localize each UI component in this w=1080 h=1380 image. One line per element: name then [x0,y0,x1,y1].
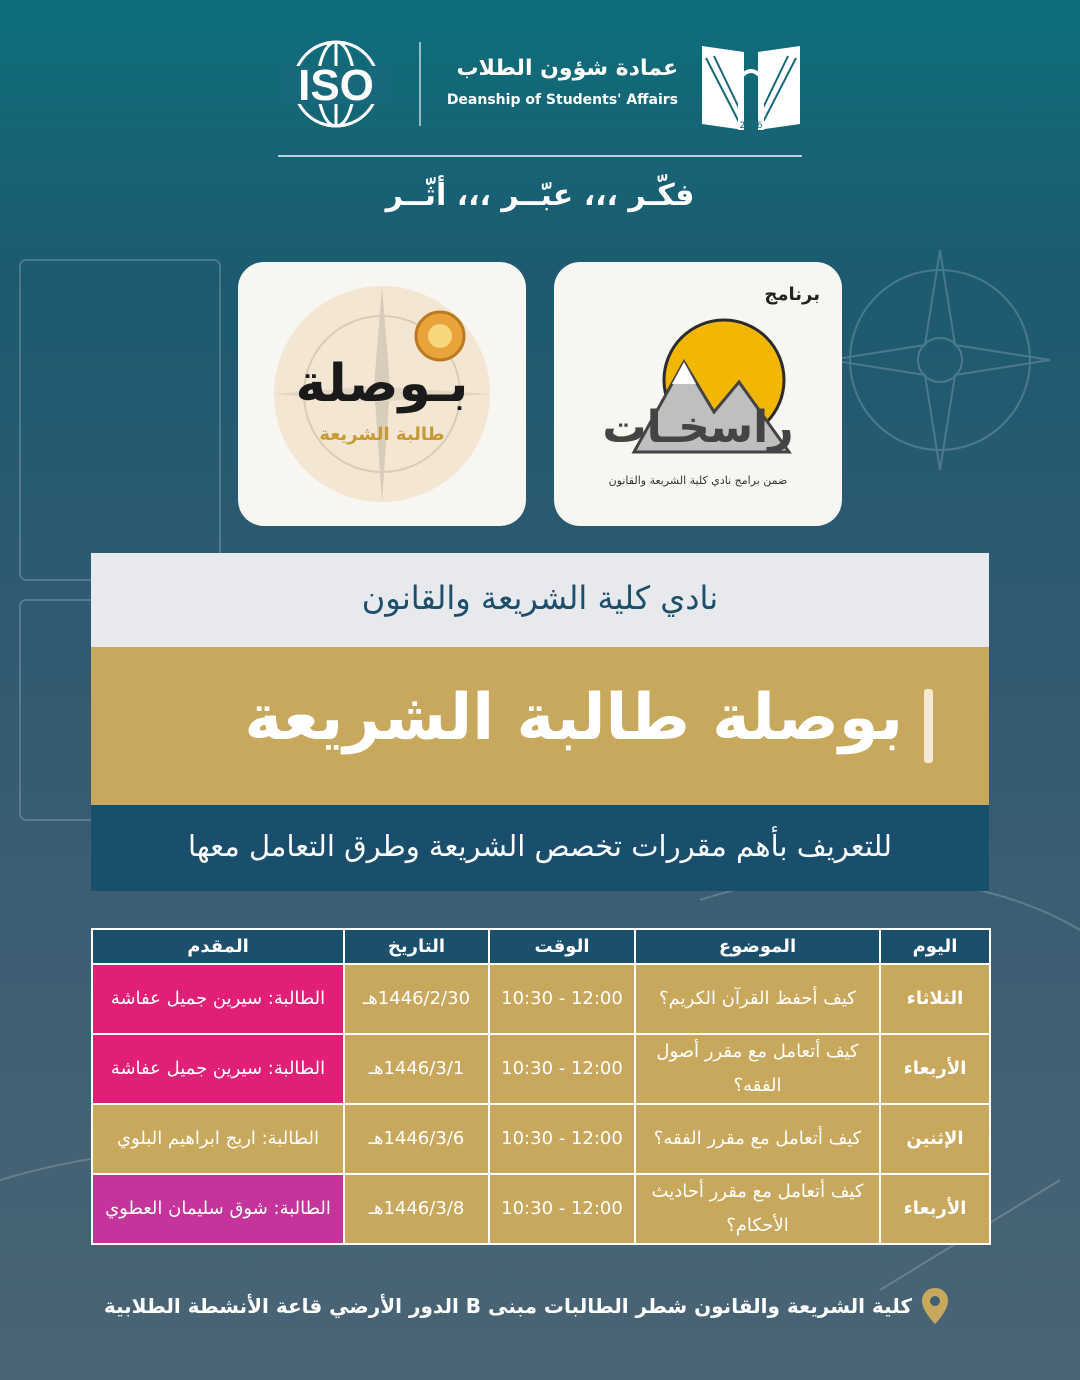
slogan: فكّـر ،،، عبّــر ،،، أثّــر [385,178,695,213]
cell-day: الأربعاء [880,1034,990,1104]
cell-time: 10:30 - 12:00 [489,1174,635,1244]
compass-logo-subtitle: طالبة الشريعة [319,424,445,445]
schedule-table [91,928,991,1245]
compass-logo-title: بـوصلة [295,354,469,414]
cell-presenter: الطالبة: سيرين جميل عفاشة [92,964,344,1034]
table-row [92,964,990,1034]
iso-text: ISO [298,61,374,110]
cell-topic: كيف أحفظ القرآن الكريم؟ [635,964,880,1034]
cell-day: الثلاثاء [880,964,990,1034]
cell-date: 1446/3/1هـ [344,1034,489,1104]
header-presenter: المقدم [92,929,344,964]
cell-day: الإثنين [880,1104,990,1174]
club-banner [91,553,989,647]
club-name: نادي كلية الشريعة والقانون [361,579,719,617]
university-logo [700,38,802,132]
location-text: كلية الشريعة والقانون شطر الطالبات مبنى B الدور الأرضي قاعة الأنشطة الطلابية [103,1294,912,1318]
deanship-arabic: عمادة شؤون الطلاب [456,56,678,81]
header-day: اليوم [880,929,990,964]
table-row [92,1104,990,1174]
header-topic: الموضوع [635,929,880,964]
cell-presenter: الطالبة: اريج ابراهيم البلوي [92,1104,344,1174]
rasikhat-logo-card [554,262,842,526]
event-description: للتعريف بأهم مقررات تخصص الشريعة وطرق التعامل معها [188,829,892,863]
header-divider [419,42,421,126]
table-row [92,1174,990,1244]
cell-date: 1446/3/6هـ [344,1104,489,1174]
cell-day: الأربعاء [880,1174,990,1244]
description-banner [91,805,989,891]
rasikhat-title: راسخـات [602,402,794,453]
cell-date: 1446/3/8هـ [344,1174,489,1244]
iso-logo [278,38,394,130]
rasikhat-program-label: برنامج [764,284,820,305]
table-row [92,1034,990,1104]
cell-time: 10:30 - 12:00 [489,1034,635,1104]
title-accent-bar [924,689,933,763]
cell-topic: كيف أتعامل مع مقرر الفقه؟ [635,1104,880,1174]
compass-logo-card [238,262,526,526]
cell-presenter: الطالبة: شوق سليمان العطوي [92,1174,344,1244]
title-banner [91,647,989,805]
cell-topic: كيف أتعامل مع مقرر أحاديث الأحكام؟ [635,1174,880,1244]
header-rule [278,155,802,157]
location-pin-icon [920,1286,950,1326]
university-year: 2006 [739,121,763,131]
cell-topic: كيف أتعامل مع مقرر أصول الفقه؟ [635,1034,880,1104]
cell-time: 10:30 - 12:00 [489,1104,635,1174]
cell-time: 10:30 - 12:00 [489,964,635,1034]
cell-presenter: الطالبة: سيرين جميل عفاشة [92,1034,344,1104]
event-title: بوصلة طالبة الشريعة [244,681,903,755]
header-date: التاريخ [344,929,489,964]
table-header-row [92,929,990,964]
deanship-english: Deanship of Students' Affairs [446,92,678,108]
cell-date: 1446/2/30هـ [344,964,489,1034]
rasikhat-subtitle: ضمن برامج نادي كلية الشريعة والقانون [608,474,788,487]
header-time: الوقت [489,929,635,964]
